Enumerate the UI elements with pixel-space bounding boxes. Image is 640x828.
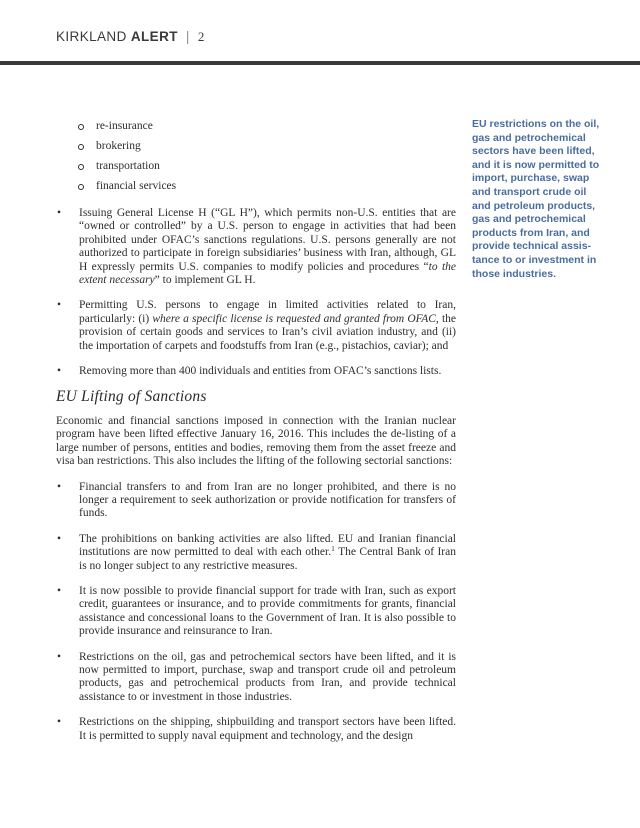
bullet-item <box>56 481 456 521</box>
page-number: 2 <box>197 29 205 44</box>
brand-name: KIRKLAND <box>56 29 127 44</box>
bullet-text: Restrictions on the shipping, shipbuilding and transport sectors have been lifted. It is permitted to supply naval equipment and technology, and the design <box>79 716 456 742</box>
sub-bullet-item <box>56 136 456 156</box>
header-separator: | <box>185 29 190 44</box>
bullet-item <box>56 365 456 378</box>
bullet-item <box>56 207 456 287</box>
bullet-icon: • <box>57 365 62 378</box>
circle-bullet-icon <box>78 184 84 190</box>
page-header <box>56 29 204 45</box>
bullet-text: The prohibitions on banking activities are also lifted. EU and Iranian financial institutions are now permitted to deal with each other.$^1$ The Central Bank of Iran is no longer subject to any restrictive measures. <box>79 532 456 572</box>
circle-bullet-icon <box>78 164 84 170</box>
sub-bullet-label: transportation <box>96 160 160 172</box>
bullet-icon: • <box>57 584 62 597</box>
bullet-text: Removing more than 400 individuals and entities from OFAC’s sanctions lists. <box>79 365 442 378</box>
callout-line: import, purchase, swap <box>472 172 590 185</box>
sub-bullet-label: brokering <box>96 140 141 152</box>
bullet-item <box>56 585 456 639</box>
callout-line: gas and petrochemical <box>472 213 586 226</box>
circle-bullet-icon <box>78 124 84 130</box>
bullet-icon: • <box>57 532 62 545</box>
callout-line: gas and petrochemical <box>472 131 586 144</box>
callout-line: and transport crude oil <box>472 185 587 198</box>
sub-bullet-item <box>56 156 456 176</box>
bullet-item <box>56 651 456 705</box>
sub-bullet-item <box>56 116 456 136</box>
us-bullet-list <box>56 207 456 378</box>
section-heading: EU Lifting of Sanctions <box>56 388 207 406</box>
intro-paragraph: Economic and financial sanctions imposed in connection with the Iranian nuclear program have been lifted effective January 16, 2016. This includes the de-listing of a large number of persons, entities and bodies, removing them from the asset freeze and visa ban restrictions. This also includes the lifting of the following sectorial sanctions: <box>56 414 456 468</box>
sub-bullet-item <box>56 176 456 196</box>
callout-line: sectors have been lifted, <box>472 145 595 158</box>
bullet-text: Permitting U.S. persons to engage in limited activities related to Iran, particularly: (i) where a specific license is requested and granted from OFAC, the provision of certain goods and services to Iran’s civil aviation industry, and (ii) the importation of carpets and foodstuffs from Iran (e.g., pistachios, caviar); and <box>79 299 456 352</box>
circle-bullet-icon <box>78 144 84 150</box>
callout-line: those industries. <box>472 267 557 280</box>
callout-line: EU restrictions on the oil, <box>472 118 600 130</box>
brand-alert: ALERT <box>130 29 178 44</box>
bullet-item <box>56 716 456 743</box>
bullet-icon: • <box>57 207 62 219</box>
sub-bullet-label: financial services <box>96 180 177 192</box>
bullet-icon: • <box>57 650 62 663</box>
sub-bullet-list <box>56 116 456 196</box>
callout-line: tance to or investment in <box>472 253 597 266</box>
eu-bullet-list <box>56 481 456 744</box>
bullet-text: Restrictions on the oil, gas and petrochemical sectors have been lifted, and it is now permitted to import, purchase, swap and transport crude oil and petroleum products, gas and petrochemical products from Iran, and provide technical assistance to or investment in those industries. <box>79 650 456 703</box>
callout-line: and it is now permitted to <box>472 158 600 171</box>
header-rule <box>0 61 640 65</box>
bullet-icon: • <box>57 716 62 729</box>
bullet-item <box>56 533 456 573</box>
bullet-text: Issuing General License H (“GL H”), which permits non-U.S. entities that are “owned or controlled” by a U.S. person to engage in activities that had been prohibited under OFAC’s sanctions regulations. U.S. persons generally are not authorized to participate in foreign subsidiaries’ business with Iran, although, GL H expressly permits U.S. companies to modify policies and procedures “to the extent necessary” to implement GL H. <box>79 207 457 287</box>
bullet-icon: • <box>57 480 62 493</box>
callout-line: products from Iran, and <box>472 226 590 239</box>
bullet-text: It is now possible to provide financial support for trade with Iran, such as export credit, guarantees or insurance, and to provide commitments for grants, financial assistance and concessional loans to the Government of Iran. It is also possible to provide insurance and reinsurance to Iran. <box>79 584 456 638</box>
bullet-icon: • <box>57 299 62 312</box>
callout-line: provide technical assis- <box>472 240 592 253</box>
bullet-text: Financial transfers to and from Iran are no longer prohibited, and there is no longer a requirement to seek authorization or provide notification for transfers of funds. <box>79 480 456 520</box>
sidebar-callout <box>472 118 604 281</box>
body-column <box>56 116 456 755</box>
sub-bullet-label: re-insurance <box>96 120 153 132</box>
callout-line: and petroleum products, <box>472 199 596 212</box>
bullet-item <box>56 299 456 353</box>
